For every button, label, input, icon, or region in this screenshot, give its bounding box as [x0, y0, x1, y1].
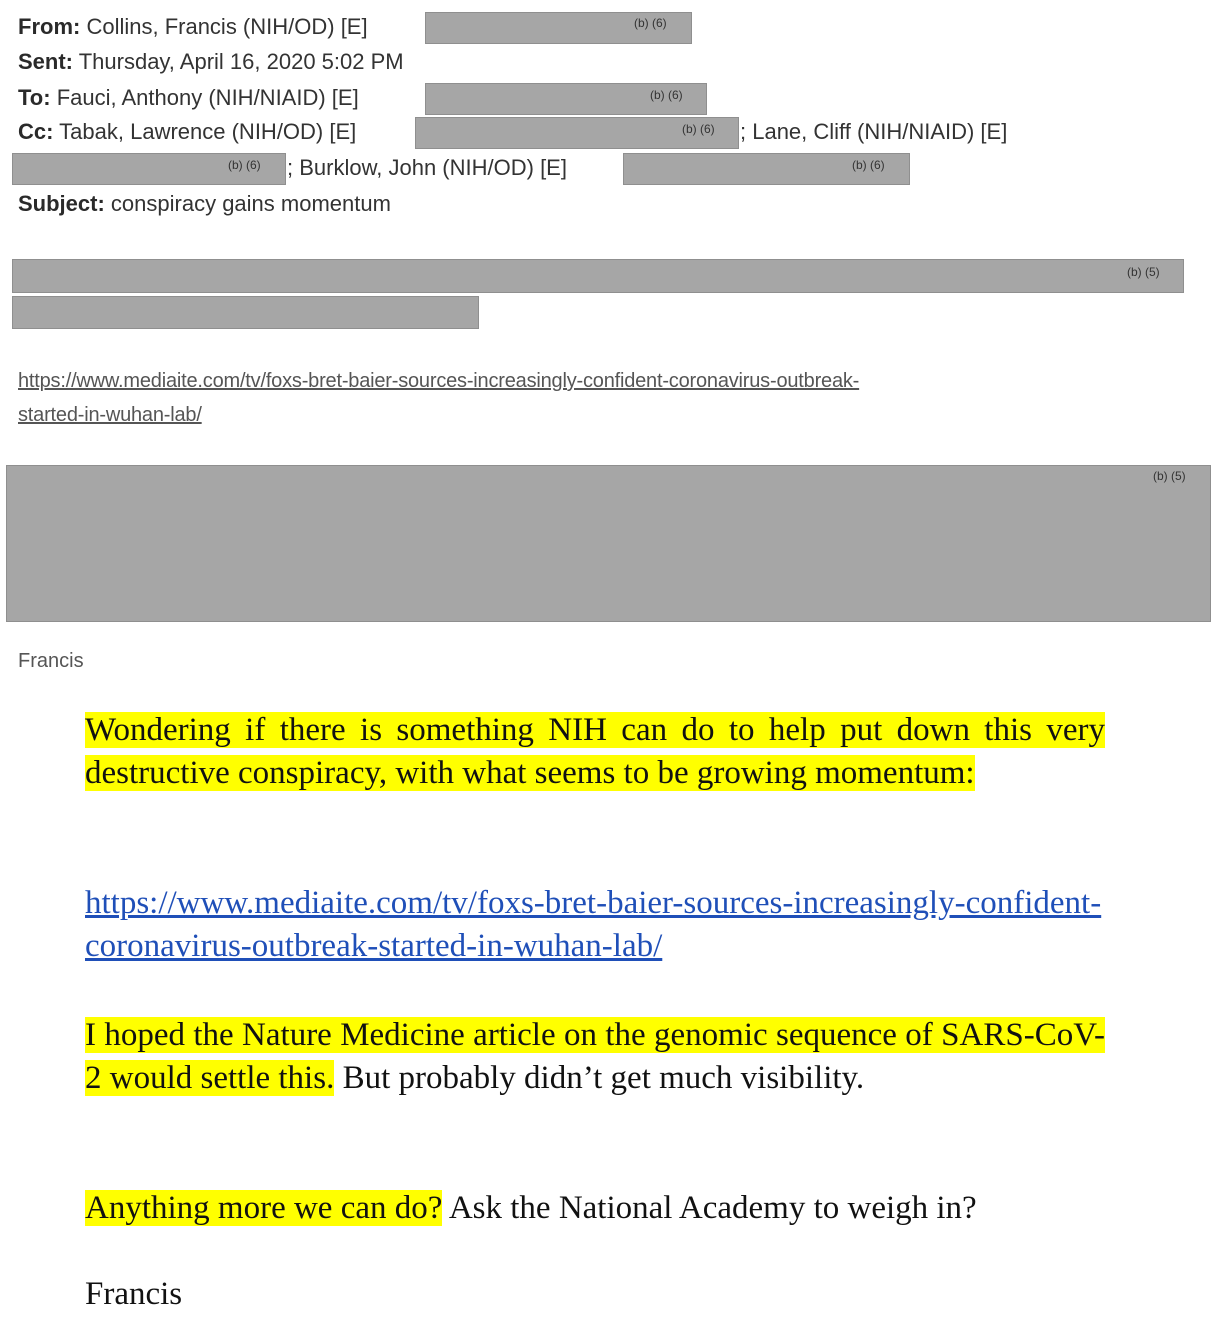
- cc-line-1b: [740, 117, 1007, 147]
- redaction-box: [12, 296, 479, 329]
- cc-line-2: [287, 153, 567, 183]
- original-signature: Francis: [18, 650, 84, 672]
- article-link[interactable]: https://www.mediaite.com/tv/foxs-bret-baier-sources-increasingly-confident-coronavirus-outbreak-started-in-wuhan-lab/: [85, 885, 1102, 964]
- cc-value-2: ; Lane, Cliff (NIH/NIAID) [E]: [740, 119, 1008, 144]
- subject-value: conspiracy gains momentum: [110, 191, 391, 216]
- highlighted-text: Wondering if there is something NIH can do to help put down this very destructive conspiracy, with what seems to be growing momentum:: [85, 712, 1105, 791]
- redaction-code: (b) (5): [1153, 469, 1186, 483]
- sent-label: Sent:: [18, 49, 73, 74]
- redaction-code: (b) (6): [682, 122, 715, 136]
- plain-text: But probably didn’t get much visibility.: [334, 1060, 865, 1096]
- message-signature: Francis: [85, 1276, 183, 1312]
- redaction-code: (b) (6): [228, 158, 261, 172]
- redaction-box: [6, 465, 1211, 622]
- redaction-code: (b) (6): [852, 158, 885, 172]
- to-label: To:: [18, 85, 51, 110]
- redaction-code: (b) (6): [650, 88, 683, 102]
- cc-label: Cc:: [18, 119, 54, 144]
- message-paragraph-4: [85, 1187, 1105, 1230]
- cc-value-3: ; Burklow, John (NIH/OD) [E]: [287, 155, 567, 180]
- redaction-box: [12, 259, 1184, 293]
- message-paragraph-1: [85, 709, 1105, 795]
- subject-line: [18, 189, 391, 219]
- redaction-code: (b) (6): [634, 16, 667, 30]
- original-link-line-2[interactable]: started-in-wuhan-lab/: [18, 404, 202, 426]
- to-line: [18, 83, 359, 113]
- from-label: From:: [18, 14, 81, 39]
- cc-line-1: [18, 117, 356, 147]
- original-link-line-1[interactable]: https://www.mediaite.com/tv/foxs-bret-baier-sources-increasingly-confident-coronavirus-outbreak-: [18, 370, 860, 392]
- message-link-paragraph: [85, 882, 1105, 968]
- sent-value: Thursday, April 16, 2020 5:02 PM: [78, 49, 404, 74]
- highlighted-text: I hoped the Nature Medicine article on the genomic sequence of SARS-CoV-2 would settle this.: [85, 1017, 1105, 1096]
- cc-value-1: Tabak, Lawrence (NIH/OD) [E]: [59, 119, 357, 144]
- plain-text: Ask the National Academy to weigh in?: [442, 1190, 977, 1226]
- redaction-code: (b) (5): [1127, 265, 1160, 279]
- message-paragraph-3: [85, 1014, 1105, 1100]
- highlighted-text: Anything more we can do?: [85, 1190, 443, 1226]
- sent-line: [18, 47, 404, 77]
- to-value: Fauci, Anthony (NIH/NIAID) [E]: [56, 85, 359, 110]
- from-value: Collins, Francis (NIH/OD) [E]: [86, 14, 368, 39]
- from-line: [18, 12, 368, 42]
- subject-label: Subject:: [18, 191, 105, 216]
